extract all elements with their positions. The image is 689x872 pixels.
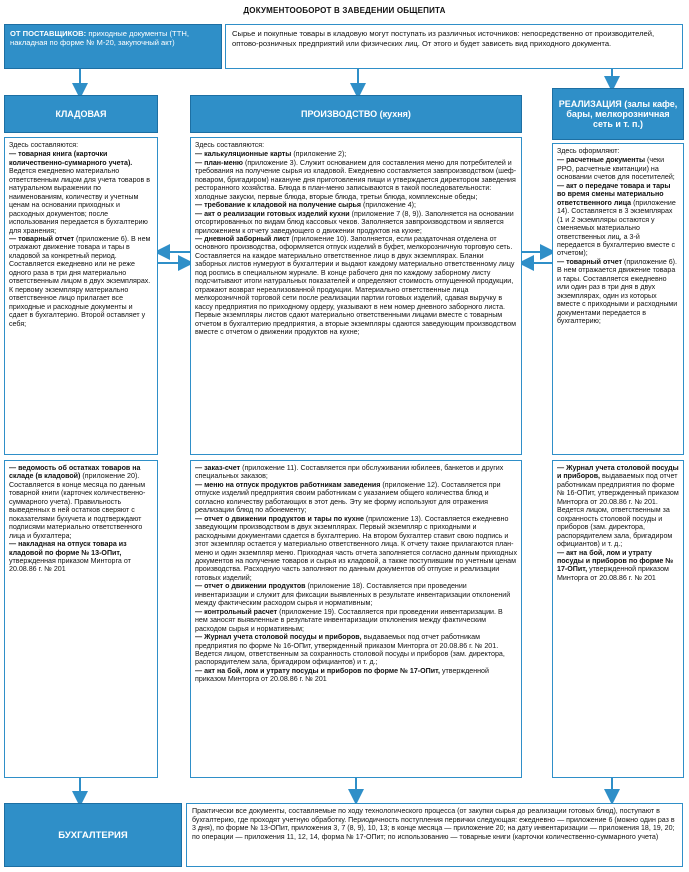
- document-item: [9, 464, 153, 540]
- document-item-title: — отчет о движении продуктов и тары по кухне: [195, 514, 364, 523]
- supplier-text: приходные документы (ТТН, накладная по форме № М-20, закупочный акт): [10, 29, 189, 48]
- document-item: [9, 540, 153, 574]
- document-item-title: — акт на бой, лом и утрату посуды и приборов по форме № 17-ОПит,: [195, 666, 441, 675]
- diagram-title: ДОКУМЕНТООБОРОТ В ЗАВЕДЕНИИ ОБЩЕПИТА: [243, 6, 446, 15]
- warehouse-bottom-list: [9, 464, 153, 574]
- supplier-box: [4, 24, 222, 69]
- sales-bottom-box: [552, 460, 684, 778]
- document-item: [195, 608, 517, 633]
- document-item-text: (приложение 14). Составляется в 3 экземплярах (1 и 2 экземпляры остаются у сменяемых материально ответственных лиц, а 3-й передается в бухгалтерию вместе с отчетом);: [557, 198, 676, 258]
- document-item-text: (приложение 13). Составляется ежедневно заведующим производством в двух экземплярах. Первый экземпляр с приходными и расходными документами сдается в бухгалтерию. На втором бухгалтер ставит свою подпись и этот экземпляр остается у материально ответственного лица. К отчету также прилагаются план-меню и один экземпляр меню. Приходная часть отчета заполняется согласно данным приходных документов на получение товаров и сырья из кладовой, а также поступившим по учетным ценам производства. Расходную часть заполняют по данным документов об отпуске и реализации готовых изделий;: [195, 514, 517, 582]
- document-item-text: (приложение 6). В нем отражают движение товара и тары в кладовой за конкретный период. Составляется ежедневно или не реже одного раза в три дня материально ответственным лицом в двух экземплярах. К первому экземпляру материально ответственное лицо прилагает все приходные и расходные документы и сдает в бухгалтерию. Второй оставляет у себя;: [9, 234, 151, 328]
- document-item-title: — требование к кладовой на получение сырья: [195, 201, 362, 210]
- warehouse-header: КЛАДОВАЯ: [4, 95, 158, 133]
- document-item: [557, 549, 679, 583]
- document-item-text: утвержденной приказом Минторга от 20.08.86 г. № 201: [195, 666, 489, 684]
- document-item-title: — Журнал учета столовой посуды и приборов,: [557, 464, 679, 481]
- document-item-text: (приложение 4);: [361, 201, 416, 210]
- document-item: [557, 156, 679, 181]
- sales-bottom-list: [557, 464, 679, 582]
- document-item-title: — товарная книга (карточки количественно-суммарного учета).: [9, 150, 133, 167]
- supplier-label: ОТ ПОСТАВЩИКОВ:: [10, 29, 87, 38]
- accounting-header: БУХГАЛТЕРИЯ: [4, 803, 182, 867]
- document-item-text: выдаваемых под отчет работникам предприятия по форме № 16-ОПит, утвержденный приказом Минторга от 20.08.86 г. № 201. Ведется лицом, ответственным за сохранность столовой посуды и приборов (зам. директора, распорядителем зала, бригадиром официантов) и т. д.;: [195, 633, 505, 667]
- document-item-text: утвержденная приказом Минторга от 20.08.86 г. № 201: [9, 556, 131, 574]
- issued-here-label: Здесь оформляют:: [557, 147, 620, 155]
- accounting-text: Практически все документы, составляемые по ходу технологического процесса (от закупки сырья до реализации готовых блюд), поступают в бухгалтерию, где проходят учетную обработку. Периодичность поступления первички следующая: ежедневно — приложение 6 (можно один раз в 3 дня), по форме № 13-ОПит, приложения 3, 7 (8, 9), 10, 13; в конце месяца — приложение 20; на дату инвентаризации — приложения 18, 19, 20; по операции — приложения 11, 12, 14, форма № 17-ОПит; по использованию — товарные книги (карточки количественно-суммарного учета): [186, 803, 683, 867]
- document-item-title: — отчет о движении продуктов: [195, 582, 306, 591]
- document-item-text: (приложение 2);: [291, 150, 347, 159]
- document-item-title: — товарный отчет: [557, 257, 623, 266]
- document-item-title: — меню на отпуск продуктов работникам заведения: [195, 480, 381, 489]
- document-item-title: — калькуляционные карты: [195, 150, 292, 159]
- document-item: [195, 481, 517, 515]
- warehouse-top-box: [4, 137, 158, 455]
- document-item-text: (приложение 19). Составляется при проведении инвентаризации. В нем заносят выявленные в результате инвентаризации отклонения между фактическим расходом сырья и нормативным;: [195, 607, 503, 633]
- document-item-text: (приложение 3). Служит основанием для составления меню для потребителей и требования на получение сырья из кладовой. Ежедневно составляется завпроизводством (шеф-поваром, бригадиром) накануне дня приготовления пищи и утверждается директором заведения ресторанного хозяйства. Блюда в план-меню записываются в такой последовательности: холодные закуски, первые блюда, вторые блюда, третьи блюда, комплексные обеды;: [195, 158, 517, 201]
- sales-header: РЕАЛИЗАЦИЯ (залы кафе, бары, мелкорозничная сеть и т. п.): [552, 88, 684, 140]
- document-item: [195, 235, 517, 336]
- document-item: [557, 464, 679, 549]
- document-item-title: — план-меню: [195, 158, 243, 167]
- document-item-text: (приложение 6). В нем отражается движение товара и тары. Составляется ежедневно или один раз в три дня в двух экземплярах, один из которых вместе с приходными и расходными документами передается в бухгалтерию;: [557, 257, 678, 326]
- document-item-title: — заказ-счет: [195, 464, 241, 472]
- document-item-title: — накладная на отпуск товара из кладовой по форме № 13-ОПит,: [9, 540, 127, 557]
- compiled-here-label: Здесь составляются:: [9, 141, 79, 149]
- compiled-here-label: Здесь составляются:: [195, 141, 265, 149]
- production-top-box: [190, 137, 522, 455]
- document-item-text: (приложение 20). Составляется в конце месяца по данным товарной книги (карточек количественно-суммарного учета). Правильность выведенных в ней остатков сверяют с показателями бухучета и подтверждают подписями материально ответственного лица и бухгалтера;: [9, 472, 146, 540]
- document-item-text: (приложение 7 (8, 9)). Заполняется на основании отсортированных по видам блюд кассовых чеков. Заполняется завпроизводством и является приложением к отчету заведующего о движении продуктов на кухне;: [195, 209, 514, 235]
- document-item: [195, 464, 517, 481]
- document-item-text: выдаваемых под отчет работникам предприятия по форме № 16-ОПит, утвержденный приказом Минторга от 20.08.86 г. № 201. Ведется лицом, ответственным за сохранность столовой посуды и приборов (зам. директора, распорядителем зала, бригадиром официантов) и т. д.;: [557, 472, 679, 549]
- production-top-list: [195, 150, 517, 336]
- document-item-text: Ведется ежедневно материально ответственным лицом для учета товаров в натуральном выражении по наименованиям, количеству и учетным ценам на основании приходных и расходных документов; после использования передается в бухгалтерию для хранения;: [9, 167, 150, 235]
- document-item-title: — акт на бой, лом и утрату посуды и приборов по форме № 17-ОПит,: [557, 548, 674, 574]
- document-item: [195, 633, 517, 667]
- production-bottom-list: [195, 464, 517, 684]
- document-item-title: — ведомость об остатках товаров на складе (в кладовой): [9, 464, 141, 481]
- document-item: [195, 582, 517, 607]
- document-item-title: — Журнал учета столовой посуды и приборов,: [195, 633, 362, 642]
- document-item: [195, 159, 517, 201]
- document-item-title: — товарный отчет: [9, 234, 75, 243]
- document-item-title: — акт о реализации готовых изделий кухни: [195, 209, 350, 218]
- document-item: [557, 258, 679, 326]
- document-item-text: утвержденной приказом Минторга от 20.08.86 г. № 201: [557, 565, 669, 582]
- document-item: [557, 182, 679, 258]
- document-item-title: — расчетные документы: [557, 156, 646, 165]
- document-item: [195, 150, 517, 158]
- production-bottom-box: [190, 460, 522, 778]
- document-item: [9, 150, 153, 235]
- document-item: [195, 515, 517, 583]
- warehouse-bottom-box: [4, 460, 158, 778]
- document-item-title: — контрольный расчет: [195, 607, 278, 616]
- document-item-title: — акт о передаче товара и тары во время смены материально ответственного лица: [557, 181, 671, 207]
- document-item: [195, 201, 517, 209]
- document-item: [9, 235, 153, 328]
- sales-top-list: [557, 156, 679, 325]
- document-item-text: (приложение 10). Заполняется, если раздаточная отделена от основного производства, оформляется отпуск изделий в буфет, мелкорозничную торговую сеть. Составляется на каждое материально ответственное лицо в двух экземплярах. Бланки заборных листов нумеруют в бухгалтерии и выдают каждому материально ответственному лицу под роспись в специальном журнале. В конце рабочего дня по каждому заборному листу подсчитывают итоги натуральных показателей и определяют стоимость отпущенной продукции, отражают возврат нереализованной продукции. Материально ответственные лица мелкорозничной торговой сети после реализации партии готовых изделий, сдавая выручку в кассу предприятия по приходному ордеру, указывают в нем номер дневного заборного листа. Первые экземпляры листов сдают материально ответственными лицами вместе с товарным отчетом в бухгалтерию предприятия, а вторые экземпляры сдаются заведующим производством вместе с отчетом о движении продуктов на кухне;: [195, 234, 517, 336]
- document-item: [195, 210, 517, 235]
- production-header: ПРОИЗВОДСТВО (кухня): [190, 95, 522, 133]
- sources-note: Сырье и покупные товары в кладовую могут поступать из различных источников: непосредственно от производителей, оптово-розничных предприятий или физических лиц. От этого и будет зависеть вид приходного документа.: [225, 24, 683, 69]
- document-item-text: (приложение 12). Составляется при отпуске изделий предприятия своим работникам с указанием общего количества блюд и согласно количеству работающих в этот день. Эту же форму используют для отражения реализации блюд по абонементу;: [195, 480, 501, 515]
- warehouse-top-list: [9, 150, 153, 328]
- document-item: [195, 667, 517, 684]
- document-item-text: (чеки РРО, расчетные квитанции) на основании счетов для посетителей;: [557, 156, 675, 182]
- document-item-title: — дневной заборный лист: [195, 234, 290, 243]
- sales-top-box: [552, 143, 684, 455]
- document-item-text: (приложение 11). Составляется при обслуживании юбилеев, банкетов и других специальных заказов;: [195, 464, 504, 481]
- document-item-text: (приложение 18). Составляется при проведении инвентаризации и служит для фиксации выявленных в результате инвентаризации отклонений между фактическим расходом сырья и нормативным;: [195, 582, 511, 608]
